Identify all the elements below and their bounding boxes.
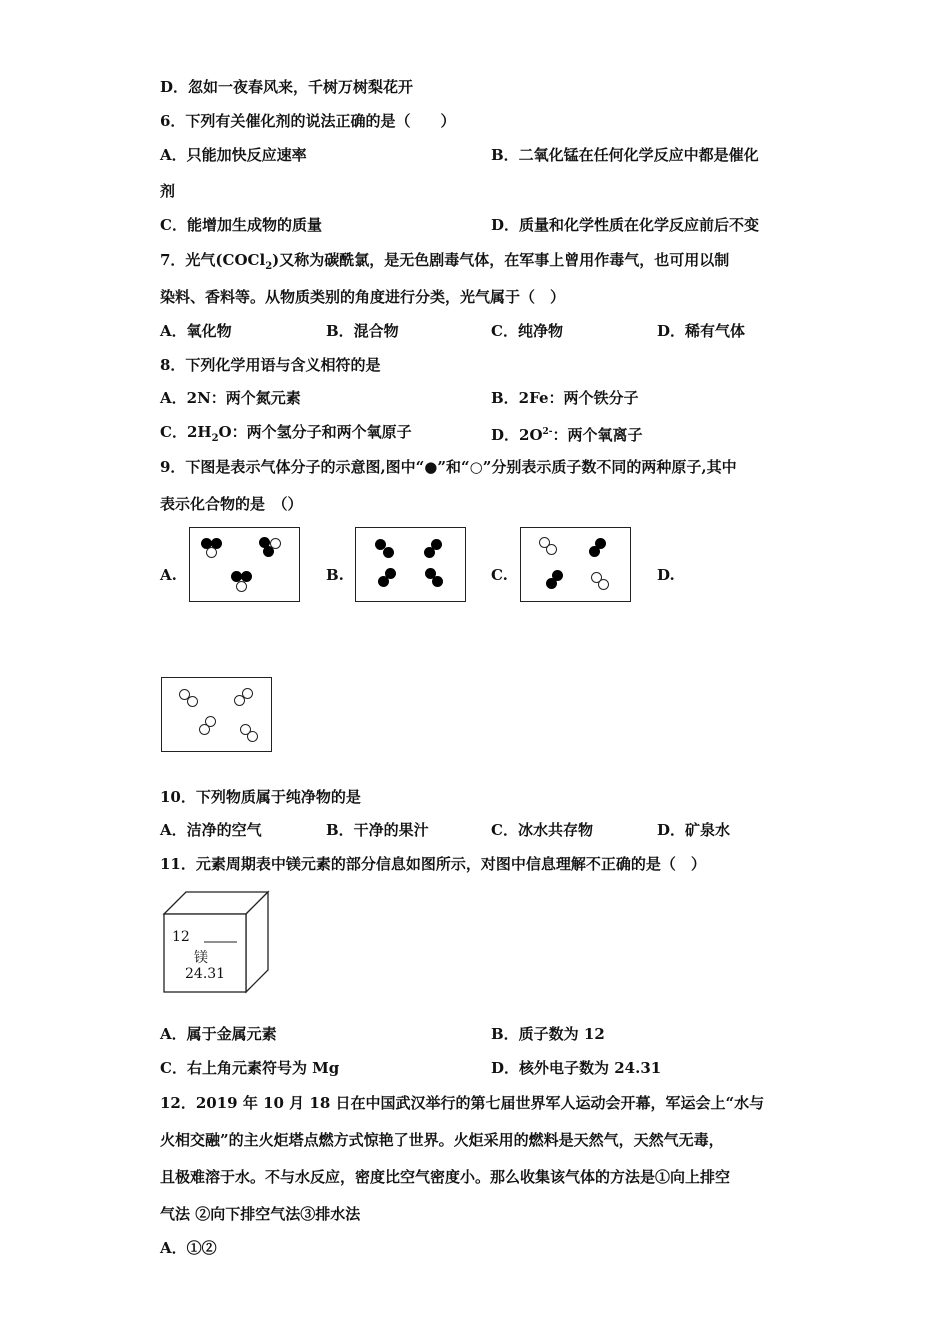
q6-option-b: B．二氧化锰在任何化学反应中都是催化 — [491, 146, 759, 164]
q9-diagram-d — [161, 677, 272, 752]
q12-stem-line3: 且极难溶于水。不与水反应，密度比空气密度小。那么收集该气体的方法是①向上排空 — [160, 1168, 731, 1186]
q10-option-d: D．矿泉水 — [657, 821, 731, 839]
q9-diagram-b — [355, 527, 466, 602]
q9-diagram-c — [520, 527, 631, 602]
q9-label-c: C. — [491, 566, 508, 584]
q11-option-a: A．属于金属元素 — [160, 1025, 277, 1043]
q7-stem-sub: 2 — [265, 261, 273, 272]
q6-stem: 6．下列有关催化剂的说法正确的是（ ） — [160, 112, 456, 130]
q10-stem: 10．下列物质属于纯净物的是 — [160, 788, 361, 806]
q9-stem-line2: 表示化合物的是 （） — [160, 495, 303, 513]
q11-option-b: B．质子数为 12 — [491, 1025, 605, 1043]
q10-option-a: A．洁净的空气 — [160, 821, 262, 839]
q8-stem: 8．下列化学用语与含义相符的是 — [160, 356, 381, 374]
q7-stem-part1: 7．光气(COCl — [160, 251, 266, 269]
q8-option-d — [491, 422, 643, 445]
q7-option-c: C．纯净物 — [491, 322, 563, 340]
q8-option-a: A．2N：两个氮元素 — [160, 389, 301, 407]
q8-option-b: B．2Fe：两个铁分子 — [491, 389, 639, 407]
q10-option-b: B．干净的果汁 — [326, 821, 429, 839]
q12-stem-line1: 12．2019 年 10 月 18 日在中国武汉举行的第七届世界军人运动会开幕，军运会上“水与 — [160, 1094, 765, 1112]
q11-atomic-number: 12 — [172, 929, 190, 945]
q9-label-d: D. — [657, 566, 675, 584]
q11-stem: 11．元素周期表中镁元素的部分信息如图所示，对图中信息理解不正确的是（ ） — [160, 855, 706, 873]
q11-option-c: C．右上角元素符号为 Mg — [160, 1059, 340, 1077]
q8-option-d-post: ：两个氧离子 — [552, 426, 643, 444]
q8-option-c — [160, 422, 412, 449]
q8-option-d-pre: D．2O — [491, 426, 543, 444]
q8-option-c-pre: C．2H — [160, 423, 212, 441]
q9-stem-line1: 9．下图是表示气体分子的示意图,图中“●”和“○”分别表示质子数不同的两种原子,其中 — [160, 458, 737, 476]
q7-option-b: B．混合物 — [326, 322, 399, 340]
q6-option-a: A．只能加快反应速率 — [160, 146, 307, 164]
q11-element-name: 镁 — [194, 950, 208, 966]
q5-option-d: D．忽如一夜春风来，千树万树梨花开 — [160, 78, 414, 96]
q12-stem-line4: 气法 ②向下排空气法③排水法 — [160, 1205, 361, 1223]
q9-label-a: A. — [160, 566, 177, 584]
q10-option-c: C．冰水共存物 — [491, 821, 593, 839]
q8-option-d-sup: 2- — [542, 427, 553, 437]
q7-option-d: D．稀有气体 — [657, 322, 746, 340]
q8-option-c-sub: 2 — [211, 433, 219, 444]
q7-stem-line2: 染料、香料等。从物质类别的角度进行分类，光气属于（ ） — [160, 288, 566, 306]
q7-stem-part2: )又称为碳酰氯，是无色剧毒气体，在军事上曾用作毒气，也可用以制 — [272, 251, 730, 269]
q6-option-d: D．质量和化学性质在化学反应前后不变 — [491, 216, 760, 234]
q7-option-a: A．氧化物 — [160, 322, 232, 340]
q7-stem-line1 — [160, 250, 729, 277]
q12-stem-line2: 火相交融”的主火炬塔点燃方式惊艳了世界。火炬采用的燃料是天然气，天然气无毒， — [160, 1131, 724, 1149]
q9-label-b: B. — [326, 566, 344, 584]
q6-option-c: C．能增加生成物的质量 — [160, 216, 322, 234]
q11-option-d: D．核外电子数为 24.31 — [491, 1059, 662, 1077]
q9-diagram-a — [189, 527, 300, 602]
q6-option-b-cont: 剂 — [160, 182, 176, 200]
q8-option-c-post: O：两个氢分子和两个氧原子 — [218, 423, 412, 441]
q12-option-a: A．①② — [160, 1239, 217, 1257]
q11-atomic-mass: 24.31 — [185, 966, 226, 982]
